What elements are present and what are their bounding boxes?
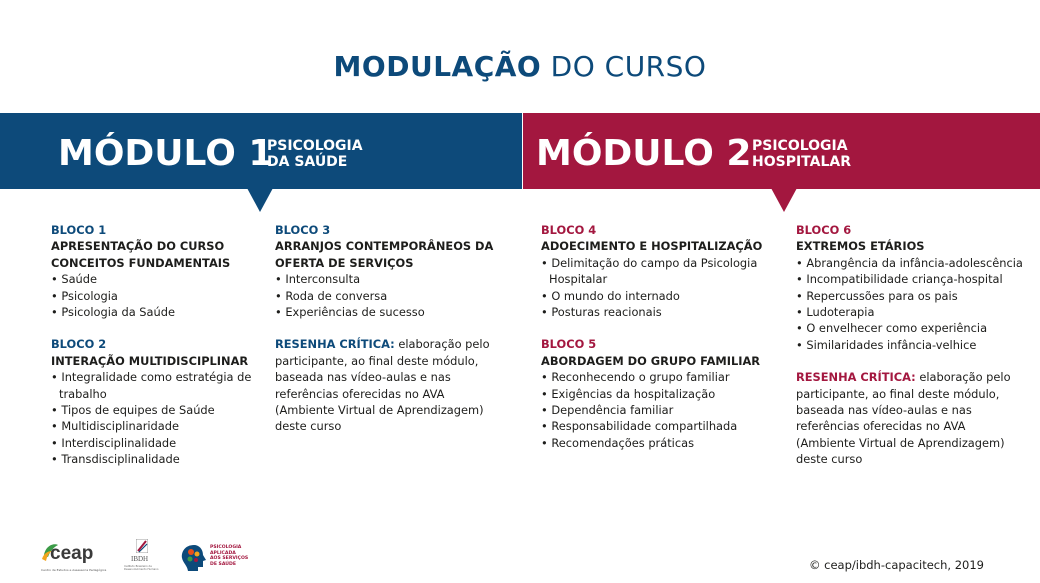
bloco-label: BLOCO 1 [51, 223, 107, 237]
module2-banner [523, 113, 1040, 189]
list-item: • Exigências da hospitalização [541, 386, 781, 402]
ibdh-mark-icon [136, 539, 148, 553]
resenha-text: elaboração pelo participante, ao final deste módulo, baseada nas vídeo-aulas e nas referências oferecidas no AVA (Ambiente Virtual de Aprendizagem) deste curso [796, 370, 1011, 467]
module2-pointer [771, 188, 797, 212]
psicologia-line: PSICOLOGIA [210, 545, 242, 550]
bloco-title: APRESENTAÇÃO DO CURSO [51, 239, 225, 254]
bloco-items [275, 271, 505, 320]
resenha-critica-module2 [796, 369, 1028, 467]
psicologia-line: AOS SERVIÇOS [210, 556, 249, 562]
bloco-6 [796, 222, 1028, 353]
psicologia-logo [179, 543, 259, 577]
bloco-title: INTERAÇÃO MULTIDISCIPLINAR [51, 353, 249, 368]
list-item: • Abrangência da infância-adolescência [796, 255, 1028, 271]
bloco-1 [51, 222, 266, 320]
resenha-label: RESENHA CRÍTICA: [275, 337, 395, 352]
list-item: • Experiências de sucesso [275, 304, 505, 320]
bloco-title: ARRANJOS CONTEMPORÂNEOS DA [275, 239, 494, 254]
bloco-label: BLOCO 6 [796, 223, 852, 237]
list-item: • Incompatibilidade criança-hospital [796, 271, 1028, 287]
bloco-title: OFERTA DE SERVIÇOS [275, 255, 414, 270]
list-item: • Repercussões para os pais [796, 288, 1028, 304]
module1-subtitle-line1: PSICOLOGIA [267, 138, 363, 154]
bloco-title: ADOECIMENTO E HOSPITALIZAÇÃO [541, 239, 763, 254]
module2-label: MÓDULO 2 [536, 133, 752, 174]
module2-subtitle-line1: PSICOLOGIA [752, 138, 848, 154]
module2-subtitle [752, 138, 851, 170]
list-item: • Posturas reacionais [541, 304, 781, 320]
psicologia-line: APLICADA [210, 550, 236, 556]
list-item: • Similaridades infância-velhice [796, 337, 1028, 353]
module1-label: MÓDULO 1 [58, 133, 274, 174]
bloco-items [541, 369, 781, 451]
ibdh-wordmark: IBDH [131, 555, 149, 563]
psicologia-line: DE SAÚDE [210, 561, 236, 567]
list-item: • Delimitação do campo da Psicologia Hospitalar [541, 255, 781, 288]
bloco-label: BLOCO 2 [51, 337, 107, 352]
list-item: • Multidisciplinaridade [51, 418, 266, 434]
list-item: • Transdisciplinalidade [51, 451, 266, 467]
list-item: • Dependência familiar [541, 402, 781, 418]
list-item: • Integralidade como estratégia de trabalho [51, 369, 266, 402]
bloco-items [51, 369, 266, 467]
copyright-footer: © ceap/ibdh-capacitech, 2019 [808, 558, 984, 572]
bloco-items [541, 255, 781, 321]
list-item: • Interconsulta [275, 271, 505, 287]
list-item: • Recomendações práticas [541, 435, 781, 451]
list-item: • Reconhecendo o grupo familiar [541, 369, 781, 385]
title-bold: MODULAÇÃO [333, 50, 542, 83]
bloco-label: BLOCO 4 [541, 223, 597, 237]
module1-subtitle [267, 138, 363, 170]
list-item: • Psicologia da Saúde [51, 304, 266, 320]
ibdh-tagline: Instituto Brasileiro de Desenvolvimento Humano [124, 565, 159, 572]
bloco-label: BLOCO 3 [275, 223, 331, 237]
list-item: • Psicologia [51, 288, 266, 304]
ceap-tagline: Centro de Estudos e Assessoria Pedagógica [41, 568, 107, 572]
page-title [0, 50, 1040, 83]
bloco-title: EXTREMOS ETÁRIOS [796, 239, 925, 254]
bloco-2 [51, 336, 266, 467]
column-1 [51, 222, 266, 484]
ceap-wordmark: ceap [50, 543, 94, 564]
bloco-items [796, 255, 1028, 353]
bloco-title: CONCEITOS FUNDAMENTAIS [51, 255, 231, 270]
resenha-critica-module1 [275, 336, 505, 434]
list-item: • O envelhecer como experiência [796, 320, 1028, 336]
bloco-title: ABORDAGEM DO GRUPO FAMILIAR [541, 353, 761, 368]
ceap-logo [38, 537, 107, 577]
resenha-text: elaboração pelo participante, ao final deste módulo, baseada nas vídeo-aulas e nas referências oferecidas no AVA (Ambiente Virtual de Aprendizagem) deste curso [275, 337, 490, 434]
column-2 [275, 222, 505, 435]
bloco-3 [275, 222, 505, 320]
bloco-5 [541, 336, 781, 451]
module2-subtitle-line2: HOSPITALAR [752, 154, 852, 170]
column-3 [541, 222, 781, 467]
column-4 [796, 222, 1028, 468]
bloco-label: BLOCO 5 [541, 337, 597, 352]
module1-pointer [247, 188, 273, 212]
ibdh-logo [124, 539, 164, 577]
list-item: • Tipos de equipes de Saúde [51, 402, 266, 418]
bloco-4 [541, 222, 781, 320]
title-regular: DO CURSO [550, 50, 707, 83]
list-item: • O mundo do internado [541, 288, 781, 304]
resenha-label: RESENHA CRÍTICA: [796, 370, 916, 385]
psicologia-logo-text [210, 545, 248, 567]
bloco-items [51, 271, 266, 320]
list-item: • Responsabilidade compartilhada [541, 418, 781, 434]
psicologia-head-icon [179, 543, 209, 573]
list-item: • Interdisciplinalidade [51, 435, 266, 451]
list-item: • Ludoterapia [796, 304, 1028, 320]
module1-banner [0, 113, 522, 189]
list-item: • Saúde [51, 271, 266, 287]
list-item: • Roda de conversa [275, 288, 505, 304]
module1-subtitle-line2: DA SAÚDE [267, 154, 348, 170]
